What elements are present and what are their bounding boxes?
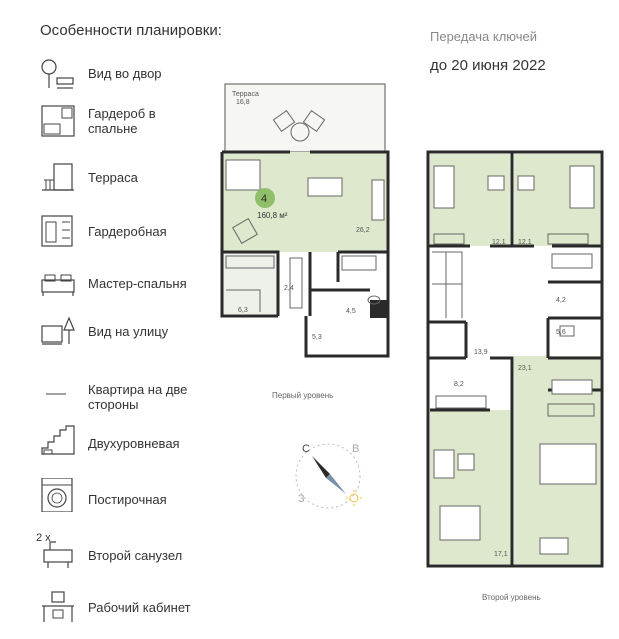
compass-north: С	[302, 443, 310, 455]
bath-room	[310, 290, 370, 316]
feature-label: Мастер-спальня	[88, 276, 187, 291]
master-area: 23,1	[518, 365, 532, 372]
bedroom-bottom	[430, 410, 512, 564]
dressing-area: 8,2	[454, 381, 464, 388]
feature-label: Вид во двор	[88, 66, 162, 81]
handover-date: до 20 июня 2022	[430, 57, 546, 74]
level-1-caption: Первый уровень	[272, 391, 334, 400]
second-bath-badge: 2 х	[36, 532, 51, 544]
bedroom-bottom-area: 17,1	[494, 551, 508, 558]
sun-icon	[346, 490, 362, 506]
feature-label: Второй санузел	[88, 548, 183, 563]
feature-label: Гардероб в спальне	[88, 106, 156, 136]
hall-area: 6,3	[238, 307, 248, 314]
feature-label: Постирочная	[88, 492, 167, 507]
compass-east: В	[352, 443, 360, 455]
level-2-caption: Второй уровень	[482, 593, 541, 602]
level-1-plan	[222, 84, 388, 400]
corridor-room	[278, 252, 310, 314]
hall-room	[222, 252, 278, 314]
rooms-badge-value: 4	[261, 193, 268, 205]
handover-title: Передача ключей	[430, 29, 538, 44]
feature-label: Рабочий кабинет	[88, 600, 191, 615]
compass-needle-south	[326, 474, 346, 494]
features-title: Особенности планировки:	[40, 22, 222, 39]
terrace-label: Терраса	[232, 91, 259, 98]
terrace-area-value: 16,8	[236, 99, 250, 106]
compass-needle-north	[312, 456, 330, 478]
compass	[296, 443, 362, 508]
bath-mid-area: 5,6	[556, 329, 566, 336]
feature-label: Двухуровневая	[88, 436, 180, 451]
living-area: 26,2	[356, 227, 370, 234]
total-area: 160,8 м²	[257, 211, 288, 220]
corridor-area: 2,4	[284, 285, 294, 292]
bedroom-right-area: 12,1	[518, 239, 532, 246]
feature-label: Квартира на две стороны	[88, 382, 188, 412]
level-2-plan	[428, 152, 602, 602]
bath-top-area: 4,2	[556, 297, 566, 304]
bedroom-left-area: 12,1	[492, 239, 506, 246]
bath-area: 4,5	[346, 308, 356, 315]
storage-area: 5,3	[312, 334, 322, 341]
feature-label: Терраса	[88, 170, 138, 185]
compass-west: З	[298, 493, 305, 505]
feature-label: Вид на улицу	[88, 324, 169, 339]
feature-label: Гардеробная	[88, 224, 167, 239]
hall-area-l2: 13,9	[474, 349, 488, 356]
